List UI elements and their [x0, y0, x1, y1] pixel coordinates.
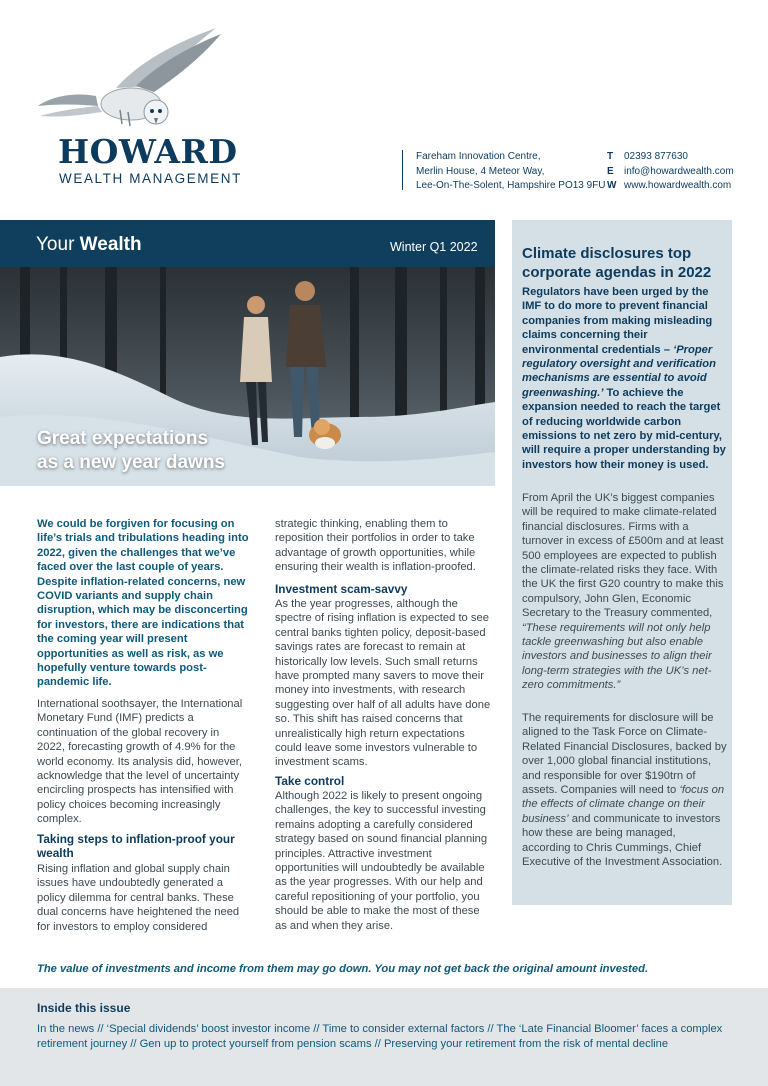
address-divider: [402, 150, 403, 190]
contact-key: W: [607, 180, 617, 191]
sidebar-lead: [522, 285, 727, 472]
address-block: [416, 150, 606, 194]
contact-web: [607, 179, 734, 194]
section-heading: Take control: [275, 774, 345, 788]
contact-key: E: [607, 165, 614, 177]
footer-contents: In the news // ‘Special dividends’ boost investor income // Time to consider external factors // The ‘Late Financial Bloomer’ faces a complex retirement journey // Gen up to protect yourself from pension scams // Preserving your retirement from the risk of mental decline: [37, 1023, 723, 1050]
paragraph-quote: ‘focus on the effects of climate change on their business’: [522, 784, 725, 825]
section-heading: Taking steps to inflation-proof your wealth: [37, 832, 235, 861]
email-link[interactable]: info@howardwealth.com: [624, 165, 734, 177]
contact-key: T: [607, 151, 614, 162]
contact-block: [607, 150, 734, 194]
issue-label: Winter Q1 2022: [390, 240, 478, 254]
brand-name: HOWARD: [58, 132, 238, 171]
newsletter-title: [36, 233, 142, 257]
hero-headline: [37, 427, 225, 475]
contact-email: [607, 165, 734, 180]
intro-paragraph: We could be forgiven for focusing on life’s trials and tribulations heading into 2022, given the challenges that we’ve faced over the last couple of years. Despite inflation-related concerns, new COVID variants and supply chain disruption, which may be disconcerting for investors, there are indications that the coming year will present opportunities as well as risk, as we hopefully venture towards post-pandemic life.: [37, 518, 249, 689]
headline-line: as a new year dawns: [37, 452, 225, 473]
lead-text: To achieve the expansion needed to reach the target of reducing worldwide carbon emissions to net zero by mid-century, will require a proper understanding by investors how their money is used.: [522, 386, 726, 471]
body-paragraph: strategic thinking, enabling them to reposition their portfolios in order to take advantage of growth opportunities, while ensuring their wealth is inflation-proofed.: [275, 518, 476, 574]
paragraph-text: The requirements for disclosure will be aligned to the Task Force on Climate-Related Financial Disclosures, backed by over 1,000 global financial institutions, and responsible for over $190trn of assets. Companies will need to: [522, 712, 727, 797]
body-paragraph: Rising inflation and global supply chain issues have undoubtedly generated a policy dilemma for central banks. These dual concerns have heightened the need for investors to employ considered: [37, 863, 240, 933]
paragraph-quote: “These requirements will not only help tackle greenwashing but also enable investors and businesses to align their long-term strategies with the UK’s net-zero commitments.”: [522, 621, 712, 692]
website-link[interactable]: www.howardwealth.com: [624, 180, 732, 191]
title-bold: Wealth: [79, 234, 142, 255]
address-line: Merlin House, 4 Meteor Way,: [416, 165, 545, 177]
lead-quote: ‘Proper regulatory oversight and verification mechanisms are essential to avoid greenwashing.’: [522, 343, 716, 399]
body-paragraph: Although 2022 is likely to present ongoing challenges, the key to successful investing remains adopting a carefully considered strategy based on sound financial planning principles. Attractive investment opportunities will undoubtedly be available as the year progresses. With our help and careful repositioning of your portfolio, you should be able to make the most of these as and when they arise.: [275, 790, 488, 932]
paragraph-text: and communicate to investors how these are being managed, according to Chris Cummings, Chief Executive of the Investment Association.: [522, 812, 723, 869]
contact-phone: [607, 150, 734, 165]
sidebar-heading: Climate disclosures top corporate agendas in 2022: [522, 245, 712, 281]
sidebar-paragraph: [522, 711, 727, 869]
phone-link[interactable]: 02393 877630: [624, 151, 688, 162]
sidebar-paragraph: [522, 491, 727, 693]
address-line: Lee-On-The-Solent, Hampshire PO13 9FU: [416, 180, 606, 191]
body-paragraph: As the year progresses, although the spectre of rising inflation is expected to see central banks tighten policy, deposit-based savings rates are forecast to remain at historically low levels. Such small returns have prompted many savers to move their money into investments, with research suggesting over half of all adults have done so. This shift has raised concerns that unrealistically high return expectations could leave some investors vulnerable to investment scams.: [275, 598, 491, 769]
lead-text: Regulators have been urged by the IMF to do more to prevent financial companies from making misleading claims concerning their environmental credentials –: [522, 286, 713, 356]
headline-line: Great expectations: [37, 428, 209, 449]
owl-logo-icon: [36, 26, 226, 138]
risk-disclaimer: The value of investments and income from them may go down. You may not get back the original amount invested.: [37, 963, 649, 975]
footer-title: Inside this issue: [37, 1001, 131, 1015]
address-line: Fareham Innovation Centre,: [416, 151, 541, 162]
title-prefix: Your: [36, 234, 75, 255]
paragraph-text: From April the UK’s biggest companies will be required to make climate-related financial disclosures. Firms with a turnover in excess of £500m and at least 500 employees are expected to publish the climate-related risks they face. With the UK the first G20 country to make this compulsory, John Glen, Economic Secretary to the Treasury commented,: [522, 492, 724, 620]
section-heading: Investment scam-savvy: [275, 582, 408, 596]
body-paragraph: International soothsayer, the International Monetary Fund (IMF) predicts a continuation of the global recovery in 2022, forecasting growth of 4.9% for the world economy. Its analysis did, however, acknowledge that the level of uncertainty encircling prospects has intensified with policy choices becoming increasingly complex.: [37, 698, 243, 826]
brand-tagline: WEALTH MANAGEMENT: [59, 171, 242, 186]
